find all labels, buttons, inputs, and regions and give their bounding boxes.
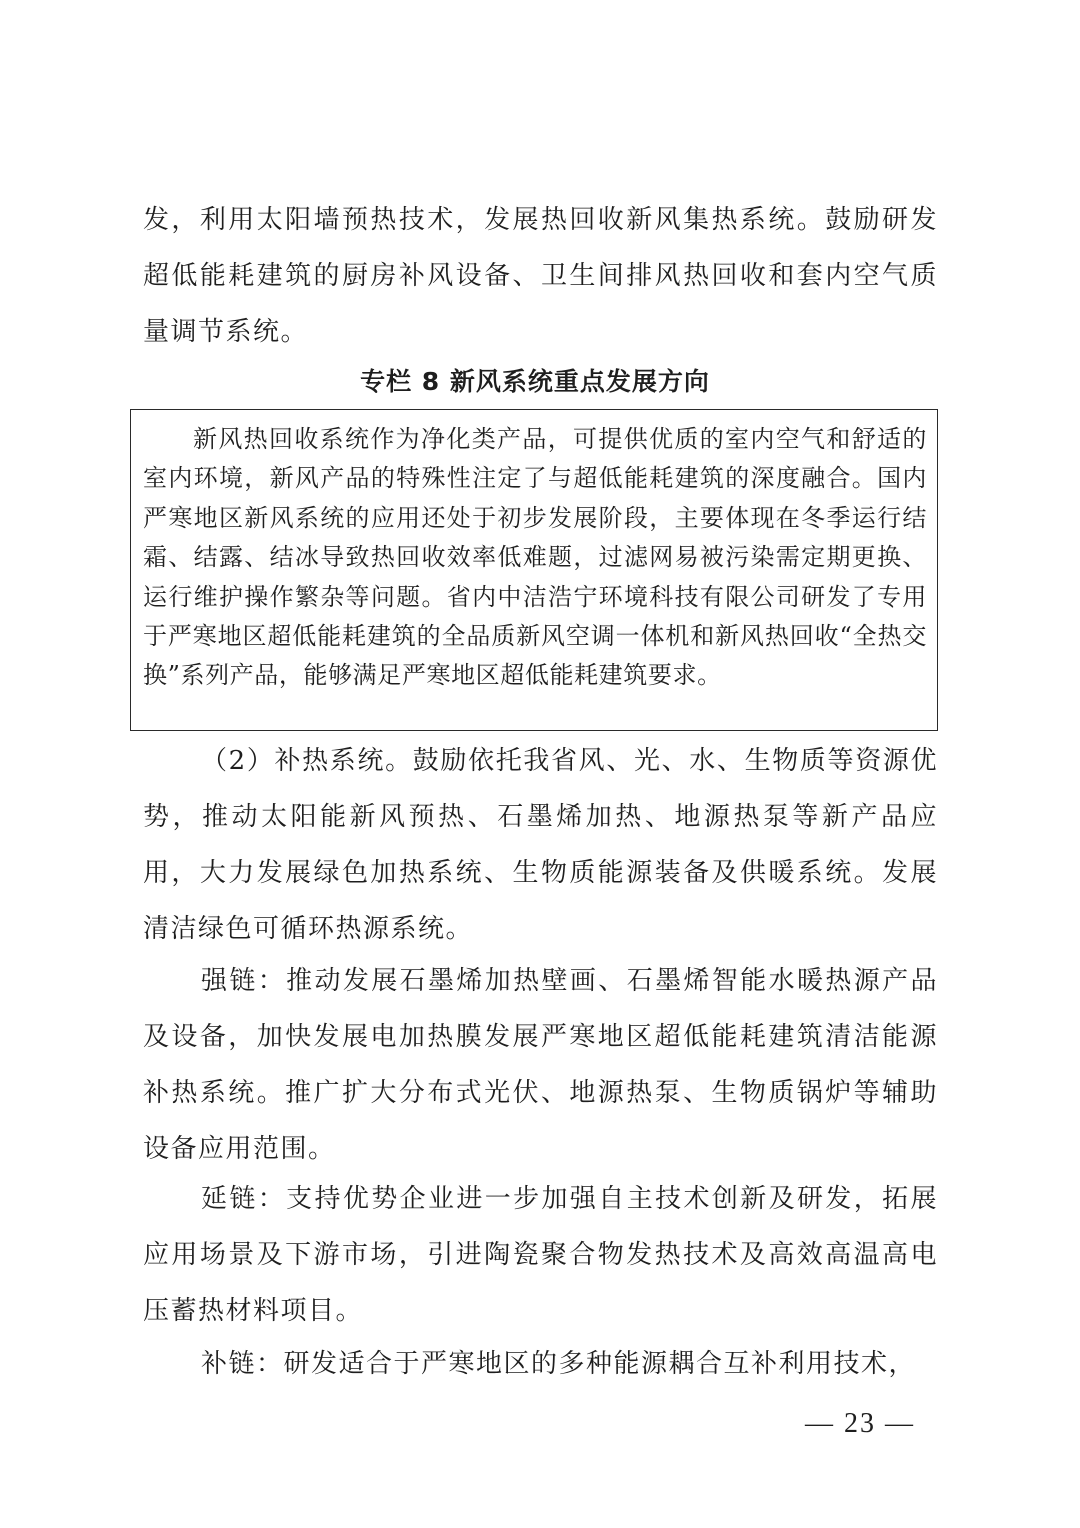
paragraph-extend-chain: 延链：支持优势企业进一步加强自主技术创新及研发，拓展应用场景及下游市场，引进陶瓷聚合物发热技术及高效高温高电压蓄热材料项目。 bbox=[143, 1184, 938, 1326]
paragraph-intro: 发，利用太阳墙预热技术，发展热回收新风集热系统。鼓励研发超低能耗建筑的厨房补风设备、卫生间排风热回收和套内空气质量调节系统。 bbox=[143, 205, 938, 347]
paragraph-supplement-chain: 补链：研发适合于严寒地区的多种能源耦合互补利用技术， bbox=[201, 1349, 917, 1379]
paragraph-strengthen-chain: 强链：推动发展石墨烯加热壁画、石墨烯智能水暖热源产品及设备，加快发展电加热膜发展严寒地区超低能耗建筑清洁能源补热系统。推广扩大分布式光伏、地源热泵、生物质锅炉等辅助设备应用范围。 bbox=[143, 966, 938, 1164]
page-number: — 23 — bbox=[805, 1408, 915, 1439]
column-box-title: 专栏 8 新风系统重点发展方向 bbox=[360, 367, 710, 396]
paragraph-heat-supply: （2）补热系统。鼓励依托我省风、光、水、生物质等资源优势，推动太阳能新风预热、石墨烯加热、地源热泵等新产品应用，大力发展绿色加热系统、生物质能源装备及供暖系统。发展清洁绿色可循环热源系统。 bbox=[143, 746, 938, 944]
column-box bbox=[130, 409, 938, 731]
column-box-text: 新风热回收系统作为净化类产品，可提供优质的室内空气和舒适的室内环境，新风产品的特殊性注定了与超低能耗建筑的深度融合。国内严寒地区新风系统的应用还处于初步发展阶段，主要体现在冬季运行结霜、结露、结冰导致热回收效率低难题，过滤网易被污染需定期更换、运行维护操作繁杂等问题。省内中洁浩宁环境科技有限公司研发了专用于严寒地区超低能耗建筑的全品质新风空调一体机和新风热回收“全热交换”系列产品，能够满足严寒地区超低能耗建筑要求。 bbox=[143, 425, 927, 690]
